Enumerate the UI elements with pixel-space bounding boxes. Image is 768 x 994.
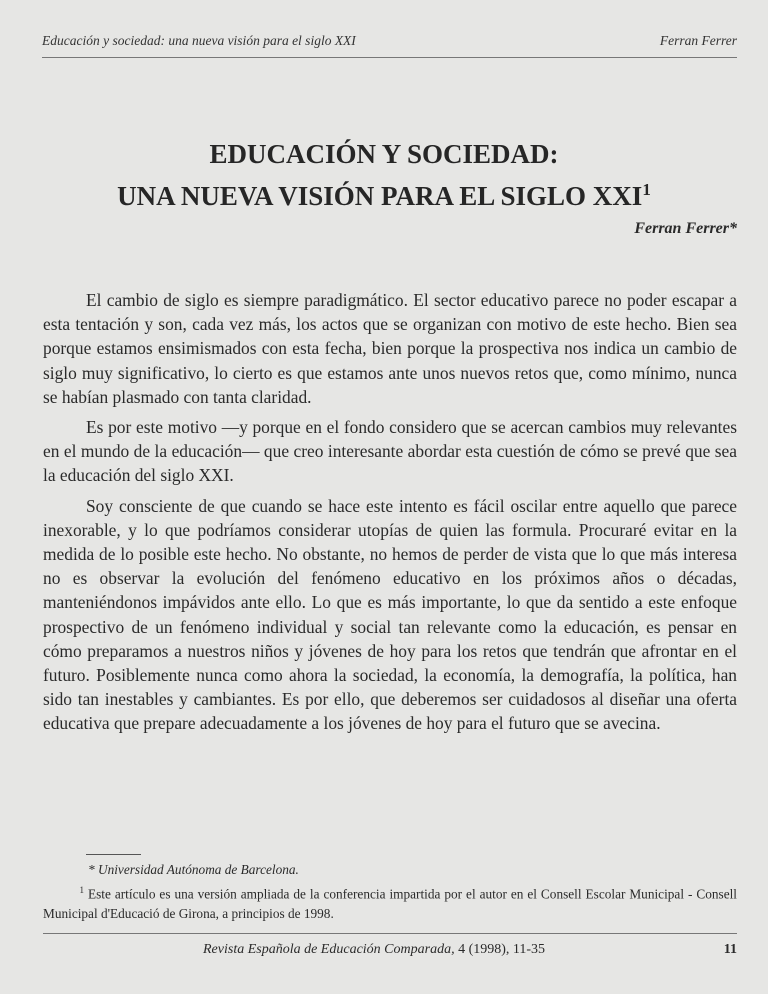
page-number: 11 [723,942,737,957]
paragraph: Es por este motivo —y porque en el fondo considero que se acercan cambios muy relevantes en el mundo de la educación— que creo interesante abordar esta cuestión de cómo se prevé que sea la educación del siglo XXI. [43,417,737,486]
paragraph: Soy consciente de que cuando se hace este intento es fácil oscilar entre aquello que parece inexorable, y lo que podríamos considerar utopías de quien las formula. Procuraré evitar en la medida de lo posible este hecho. No obstante, no hemos de perder de vista que lo que más interesa no es observar la evolución del fenómeno educativo en los próximos años o décadas, manteniéndonos impávidos ante ello. Lo que es más importante, lo que da sentido a este enfoque prospectivo de un fenómeno individual y social tan relevante como la educación, es pensar en cómo preparamos a nuestros niños y jóvenes de hoy para los retos que tendrán que afrontar en el futuro. Posiblemente nunca como ahora la sociedad, la economía, la demografía, la política, han sido tan inestables y cambiantes. Es por ello, que deberemos ser cuidadosos al diseñar una oferta educativa que prepare adecuadamente a los jóvenes de hoy para el futuro que se avecina. [43,495,737,734]
running-author: Ferran Ferrer [659,33,737,48]
footer-rule [43,933,737,934]
title-line-2-text: UNA NUEVA VISIÓN PARA EL SIGLO XXI [117,181,643,211]
article-body [43,288,737,742]
journal-issue: 4 (1998), 11-35 [458,942,546,957]
journal-citation [43,942,545,958]
title-line-2 [0,172,768,214]
header-rule [42,57,737,58]
footnotes [43,860,737,924]
paragraph: El cambio de siglo es siempre paradigmático. El sector educativo parece no poder escapar a esta tentación y son, cada vez más, los actos que se organizan con motivo de este hecho. Bien sea porque estamos ensimismados con esta fecha, bien porque la prospectiva nos indica un cambio de siglo muy significativo, lo cierto es que estamos ante unos nuevos retos que, como mínimo, nunca se habían plasmado con tanta claridad. [43,290,737,407]
footnote-1-mark: 1 [79,885,84,895]
running-header [42,33,737,49]
footnote-1-text: Este artículo es una versión ampliada de la conferencia impartida por el autor en el Consell Escolar Municipal - Consell Municipal d'Educació de Girona, a principios de 1998. [43,886,737,922]
footnote-1 [43,880,737,924]
journal-name: Revista Española de Educación Comparada, [203,942,455,957]
article-title [0,136,768,214]
footnote-rule [86,854,141,855]
title-footnote-mark: 1 [642,180,651,199]
title-line-1: EDUCACIÓN Y SOCIEDAD: [209,139,559,169]
page-footer [43,942,737,958]
footnote-affiliation: * Universidad Autónoma de Barcelona. [88,862,299,877]
running-title: Educación y sociedad: una nueva visión para el siglo XXI [42,33,356,48]
author-name: Ferran Ferrer* [634,220,737,237]
